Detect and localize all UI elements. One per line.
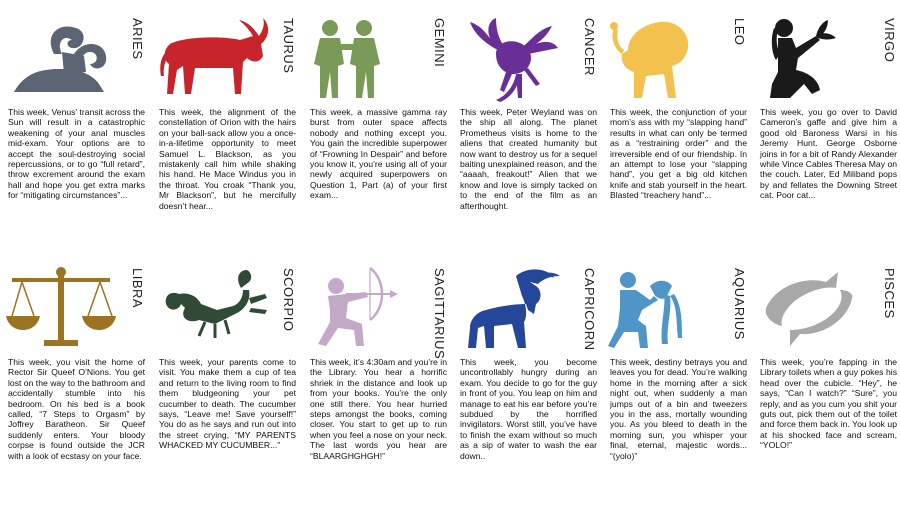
archer-icon	[306, 264, 426, 354]
fish-icon	[756, 264, 876, 354]
sign-name: SCORPIO	[281, 268, 296, 332]
crab-icon	[456, 14, 576, 104]
sign-name: TAURUS	[281, 18, 296, 74]
sign-sagittarius	[306, 256, 452, 504]
horoscope-text: This week, destiny betrays you and leaves you for dead. You’re walking home in the morning after a sick night out, when suddenly a man jumps out of a bin and tweezers you in the ass, mortally wounding you. As you bleed to death in the morning sun, you whisper your final, eternal, majestic words... “(yolo)”	[610, 357, 747, 461]
aries-art	[4, 6, 150, 106]
sign-name: CANCER	[582, 18, 597, 76]
horoscope-text: This week, your parents come to visit. You make them a cup of tea and return to the living room to find them bludgeoning your pet cucumber to death. The cucumber says, “Leave me! Save yourself!” You do as he says and run out into the street crying, “MY PARENTS WHACKED MY CUCUMBER...”	[159, 357, 296, 451]
leo-art	[606, 6, 752, 106]
sign-aries	[4, 6, 150, 254]
horoscope-text: This week, Venus’ transit across the Sun will result in a catastrophic weakening of your anal muscles mid-exam. Your options are to accept the soul-destroying social repercussions, or to go “full retard”, throw excrement around the exam hall and hope you get extra marks for “mitigating circumstances”...	[8, 107, 145, 201]
sign-scorpio	[155, 256, 301, 504]
aquarius-art	[606, 256, 752, 356]
lion-icon	[606, 14, 726, 104]
capricorn-art	[456, 256, 602, 356]
sign-virgo	[756, 6, 900, 254]
sign-name: VIRGO	[882, 18, 897, 63]
twins-icon	[306, 14, 426, 104]
ram-icon	[4, 14, 124, 104]
scales-icon	[4, 264, 124, 354]
scorpio-art	[155, 256, 301, 356]
horoscope-text: This week, Peter Weyland was on the ship all along. The planet Prometheus visits is home to the aliens that created humanity but now want to destroy us for a sequel baiting unexplained reason, and the “aaaah, freakout!” Alien that we know and love is simply tacked on to the end of the film as an afterthought.	[460, 107, 597, 211]
sign-name: LIBRA	[130, 268, 145, 309]
sign-cancer	[456, 6, 602, 254]
sagittarius-art	[306, 256, 452, 360]
sign-name: PISCES	[882, 268, 897, 319]
cancer-art	[456, 6, 602, 106]
sign-name: LEO	[732, 18, 747, 46]
sign-name: CAPRICORN	[582, 268, 597, 351]
bull-icon	[155, 14, 275, 104]
horoscope-text: This week, the conjunction of your mom’s ass with my “slapping hand” results in what can only be termed as a “restraining order” and the irreversible end of our friendship. In an attempt to lose your “slapping hand”, you get a big old kitchen knife and stab yourself in the heart. Blasted “treachery hand”...	[610, 107, 747, 201]
sign-capricorn	[456, 256, 602, 504]
horoscope-text: This week, the alignment of the constellation of Orion with the hairs on your ball-sack allow you a once-in-a-lifetime opportunity to meet Samuel L. Blackson, as you mistakenly call him while shaking his hand. He Mace Windus you in the throat. You croak “Thank you, Mr Blackson”, but he mercifully doesn’t hear...	[159, 107, 296, 211]
scorpion-icon	[155, 264, 275, 354]
sign-aquarius	[606, 256, 752, 504]
horoscope-text: This week, it’s 4:30am and you’re in the Library. You hear a horrific shriek in the distance and look up from your books. You’re the only one still there. You hear hurried steps amongst the books, coming closer. You start to get up to run when you feel a nose on your neck. The last words you hear are “BLAARGHGHGH!”	[310, 357, 447, 461]
libra-art	[4, 256, 150, 356]
sign-taurus	[155, 6, 301, 254]
sign-name: AQUARIUS	[732, 268, 747, 340]
water-bearer-icon	[606, 264, 726, 354]
sign-leo	[606, 6, 752, 254]
sign-libra	[4, 256, 150, 504]
sign-pisces	[756, 256, 900, 504]
goat-icon	[456, 264, 576, 354]
virgo-art	[756, 6, 900, 106]
maiden-icon	[756, 14, 876, 104]
gemini-art	[306, 6, 452, 106]
sign-name: SAGITTARIUS	[432, 268, 447, 360]
horoscope-text: This week, a massive gamma ray burst from outer space affects nobody and nothing except you. You gain the incredible superpower of “Frowning In Despair” and before you know it, you’re using all of your newly acquired superpowers on Question 1, Part (a) of your first exam...	[310, 107, 447, 201]
sign-gemini	[306, 6, 452, 254]
horoscope-text: This week, you visit the home of Rector Sir Queef O’Nions. You get lost on the way to the bathroom and accidentally stumble into his bedroom. On his bed is a book called, “7 Steps to Orgasm” by Joffrey Baratheon. Sir Queef suddenly enters. Your bloody corpse is found outside the JCR with a look of ecstasy on your face.	[8, 357, 145, 461]
horoscope-text: This week, you go over to David Cameron’s gaffe and give him a good old Baroness Warsi in his Jeremy Hunt. George Osborne joins in for a bit of Randy Alexander while Vince Cables Theresa May on the couch. Later, Ed Miliband pops by and fellates the Downing Street cat. Poor cat...	[760, 107, 897, 201]
sign-name: GEMINI	[432, 18, 447, 68]
taurus-art	[155, 6, 301, 106]
horoscope-text: This week, you become uncontrollably hungry during an exam. You decide to go for the guy in front of you. You leap on him and manage to eat his ear before you’re subdued by the horrified invigilators. Worst still, you’ve have to finish the exam without so much as a sip of water to wash the ear down..	[460, 357, 597, 461]
sign-name: ARIES	[130, 18, 145, 60]
pisces-art	[756, 256, 900, 356]
horoscope-text: This week, you’re fapping in the Library toilets when a guy pokes his head over the cubicle. “Hey”, he says, “Can I watch?” “Sure”, you reply, and as you cum you shit your guts out, pick them out of the toilet and force them back in. You look up at his shocked face and scream, “YOLO!”	[760, 357, 897, 451]
